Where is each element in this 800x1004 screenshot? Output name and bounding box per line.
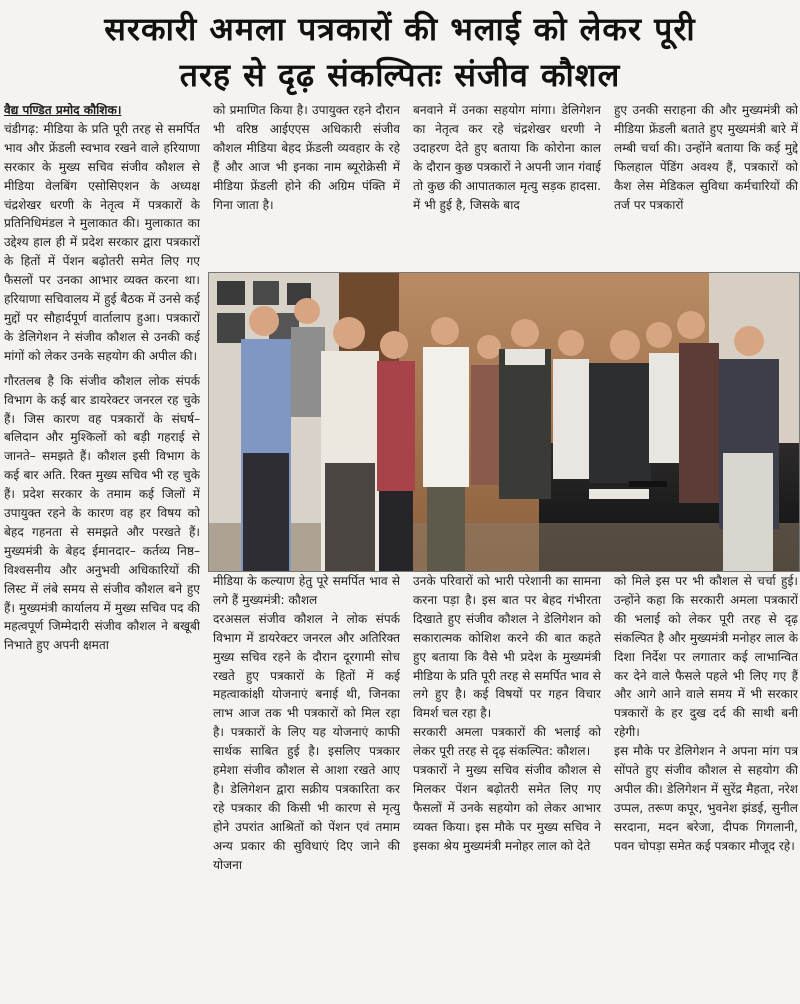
headline-line-1: सरकारी अमला पत्रकारों की भलाई को लेकर पूरी <box>104 10 696 48</box>
column-2-top <box>213 101 400 269</box>
headline-line-2: तरह से दृढ़ संकल्पितः संजीव कौशल <box>179 56 621 94</box>
column-1-paragraph-2: गौरतलब है कि संजीव कौशल लोक संपर्क विभाग के कई बार डायरेक्टर जनरल रह चुके हैं। जिस कारण वह पत्रकारों के संघर्ष– बलिदान और मुश्किलों को बड़ी गहराई से जानते– समझते हैं। कौशल इसी विभाग के कई बार अति. रिक्त मुख्य सचिव भी रह चुके हैं। प्रदेश सरकार के तमाम कई जिलों में उपायुक्त रहने के कारण वह हर विषय को बेहद गहनता से समझते और परखते हैं। मुख्यमंत्री के बेहद ईमानदार– कर्तव्य निष्ठ– विश्वसनीय और अनुभवी अधिकारियों की लिस्ट में लंबे समय से संजीव कौशल बने हुए हैं। मुख्यमंत्री कार्यालय में मुख्य सचिव पद की महत्वपूर्ण जिम्मेदारी संजीव कौशल ने बखूबी निभाते हुए अपनी क्षमता <box>4 373 200 653</box>
column-2-top-text: को प्रमाणित किया है। उपायुक्त रहने दौरान भी वरिष्ठ आईएएस अधिकारी संजीव कौशल मीडिया बेहद फ्रेंडली व्यवहार के रहे हैं और आज भी इनका नाम ब्यूरोक्रेसी में मीडिया फ्रेंडली होने की अग्रिम पंक्ति में गिना जाता है। <box>213 103 400 212</box>
column-3-bottom <box>413 572 601 1004</box>
column-3-bottom-text: उनके परिवारों को भारी परेशानी का सामना करना पड़ा है। इस बात पर बेहद गंभीरता दिखाते हुए संजीव कौशल ने डेलिगेशन को सकारात्मक कोशिश करने की बात कहते हुए बताया कि वैसे भी प्रदेश के मुख्यमंत्री मीडिया के प्रति पूरी तरह से समर्पित भाव से लगे हुए है। कई विषयों पर गहन विचार विमर्श चल रहा है। सरकारी अमला पत्रकारों की भलाई को लेकर पूरी तरह से दृढ़ संकल्पित: कौशल। पत्रकारों ने मुख्य सचिव संजीव कौशल से मिलकर पेंशन बढ़ोतरी समेत लिए गए फैसलों में उनके सहयोग को लेकर आभार व्यक्त किया। इस मौके पर मुख्य सचिव ने इसका श्रेय मुख्यमंत्री मनोहर लाल को देते <box>413 574 601 853</box>
column-4-bottom <box>614 572 798 1004</box>
column-2-bottom-text: मीडिया के कल्याण हेतु पूरे समर्पित भाव से लगे हैं मुख्यमंत्री: कौशल दरअसल संजीव कौशल ने लोक संपर्क विभाग में डायरेक्टर जनरल और अतिरिक्त मुख्य सचिव रहने के दौरान दूरगामी सोच रखते हुए पत्रकारों के हितों में कई महत्वाकांक्षी योजनाएं बनाई थी, जिनका लाभ आज तक भी पत्रकारों को मिल रहा है। पत्रकारों के लिए यह योजनाएं काफी सार्थक साबित हुई है। इसलिए पत्रकार हमेशा संजीव कौशल से आशा रखते आए है। डेलिगेशन द्वारा सक्रीय पत्रकारिता कर रहे पत्रकार की किसी भी कारण से मृत्यु होने उपरांत आश्रितों को पेंशन एवं तमाम अन्य प्रकार की सुविधाएं दिए जाने की योजना <box>213 574 400 872</box>
column-1-paragraph-1: चंडीगढ़: मीडिया के प्रति पूरी तरह से समर्पित भाव और फ्रेंडली स्वभाव रखने वाले हरियाणा सरकार के मुख्य सचिव संजीव कौशल से मीडिया वेलबिंग एसोसिएशन के अध्यक्ष चंद्रशेखर धरणी के नेतृत्व में पत्रकारों के प्रतिनिधिमंडल ने मुलाकात की। मुलाकात का उद्देश्य हाल ही में प्रदेश सरकार द्वारा पत्रकारों के हितों में पेंशन बढ़ोतरी समेत लिए गए फैसलों पर उनका आभार व्यक्त करना था। हरियाणा सचिवालय में हुई बैठक में उनसे कई मुद्दों पर सौहार्दपूर्ण वार्तालाप हुआ। पत्रकारों के डेलिगेशन ने संजीव कौशल से उनकी कई मांगों को लेकर उनके सहयोग की अपील की। <box>4 121 200 363</box>
column-3-top <box>413 101 601 269</box>
column-1 <box>4 101 200 1004</box>
byline: वैद्य पण्डित प्रमोद कौशिक। <box>4 103 122 117</box>
delegation-photo <box>208 272 800 572</box>
delegation-photo-illustration <box>209 273 799 571</box>
column-4-top-text: हुए उनकी सराहना की और मुख्यमंत्री को मीडिया फ्रेंडली बताते हुए मुख्यमंत्री बारे में लम्बी चर्चा की। उन्होंने बताया कि कई मुद्दे फिलहाल पेंडिंग अवश्य हैं, पत्रकारों को कैश लेस मेडिकल सुविधा कर्मचारियों की तर्ज पर पत्रकारों <box>614 103 798 212</box>
column-3-top-text: बनवाने में उनका सहयोग मांगा। डेलिगेशन का नेतृत्व कर रहे चंद्रशेखर धरणी ने उदाहरण देते हुए बताया कि कोरोना काल के दौरान कुछ पत्रकारों ने अपनी जान गंवाई तो कुछ की आपातकाल मृत्यु सड़क हादसा. में भी हुई है, जिसके बाद <box>413 103 601 212</box>
column-2-bottom <box>213 572 400 1004</box>
headline <box>0 0 800 100</box>
column-4-top <box>614 101 798 269</box>
column-4-bottom-text: को मिले इस पर भी कौशल से चर्चा हुई। उन्होंने कहा कि सरकारी अमला पत्रकारों की भलाई को लेकर पूरी तरह से दृढ़ संकल्पित है और मुख्यमंत्री मनोहर लाल के दिशा निर्देश पर लगातार कई लाभान्वित कर देने वाले फैसले पहले भी लिए गए हैं और आगे आने वाले समय में भी सरकार पत्रकारों के हर दुख दर्द की साथी बनी रहेगी। इस मौके पर डेलिगेशन ने अपना मांग पत्र सोंपते हुए संजीव कौशल से सहयोग की अपील की। डेलिगेशन में सुरेंद्र मैहता, नरेश उप्पल, तरूण कपूर, भुवनेश झंडई, सुनील सरदाना, मदन बरेजा, दीपक गिगलानी, पवन चोपड़ा समेत कई पत्रकार मौजूद रहे। <box>614 574 798 853</box>
